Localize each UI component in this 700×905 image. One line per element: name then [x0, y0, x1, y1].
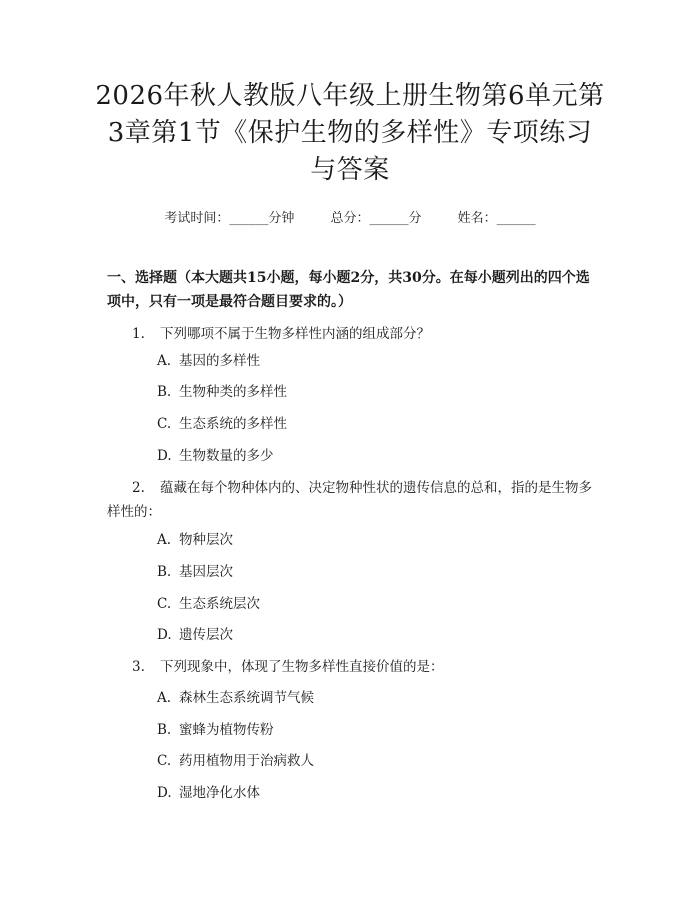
exam-score: 总分：______分 — [330, 211, 422, 226]
question-text: 下列哪项不属于生物多样性内涵的组成部分？ — [160, 326, 430, 342]
exam-time: 考试时间：______分钟 — [164, 211, 295, 226]
option-3c: C. 药用植物用于治病救人 — [157, 753, 314, 769]
exam-meta — [0, 207, 700, 226]
question-3 — [132, 655, 592, 679]
question-text: 蕴藏在每个物种体内的、决定物种性状的遗传信息的总和，指的是生物多样性的： — [107, 480, 592, 520]
option-2b: B. 基因层次 — [157, 564, 233, 580]
document-title — [90, 78, 610, 189]
question-text: 下列现象中，体现了生物多样性直接价值的是： — [160, 659, 444, 675]
question-number: 3. — [132, 659, 145, 675]
title-line-1: 2026年秋人教版八年级上册生物第6单元第 — [95, 81, 605, 111]
option-2c: C. 生态系统层次 — [157, 596, 260, 612]
option-3a: A. 森林生态系统调节气候 — [157, 690, 314, 706]
exam-name: 姓名：______ — [457, 211, 536, 226]
question-1 — [132, 322, 592, 346]
option-2a: A. 物种层次 — [157, 532, 233, 548]
section-heading: 一、选择题（本大题共15小题，每小题2分，共30分。在每小题列出的四个选项中，只有一项是最符合题目要求的。） — [107, 270, 590, 310]
title-line-2: 3章第1节《保护生物的多样性》专项练习 — [107, 118, 593, 148]
question-number: 2. — [132, 480, 145, 496]
option-2d: D. 遗传层次 — [157, 627, 233, 643]
option-1c: C. 生态系统的多样性 — [157, 416, 287, 432]
title-line-3: 与答案 — [310, 155, 390, 185]
option-1a: A. 基因的多样性 — [157, 353, 260, 369]
option-1b: B. 生物种类的多样性 — [157, 384, 287, 400]
option-3b: B. 蜜蜂为植物传粉 — [157, 722, 274, 738]
option-1d: D. 生物数量的多少 — [157, 448, 274, 464]
option-3d: D. 湿地净化水体 — [157, 785, 260, 801]
question-2 — [107, 476, 597, 524]
question-number: 1. — [132, 326, 145, 342]
